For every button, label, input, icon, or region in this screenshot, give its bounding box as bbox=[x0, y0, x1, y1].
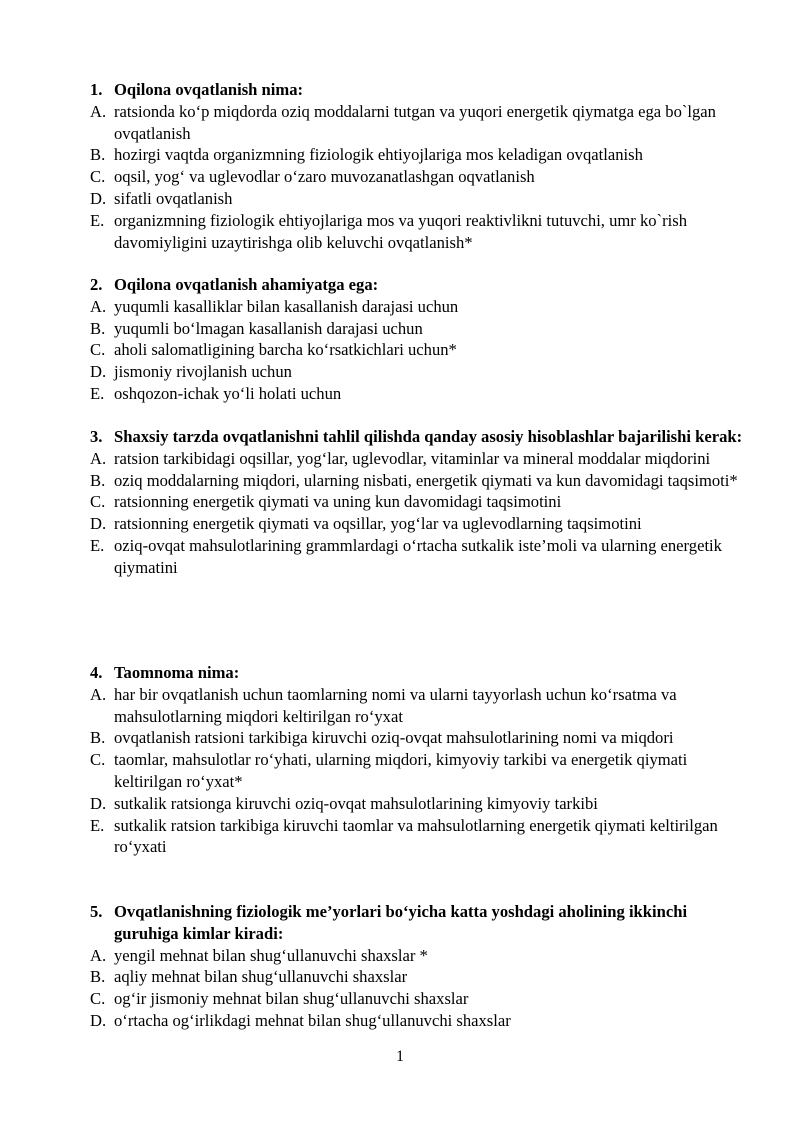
question-4 bbox=[90, 662, 750, 858]
option-letter: C. bbox=[90, 989, 106, 1009]
option-text: yengil mehnat bilan shug‘ullanuvchi shaxslar * bbox=[114, 945, 428, 965]
question-title bbox=[90, 274, 750, 296]
answer-option-b bbox=[90, 144, 750, 166]
option-letter: C. bbox=[90, 340, 106, 360]
option-letter: A. bbox=[90, 101, 107, 121]
answer-option-d bbox=[90, 513, 750, 535]
question-number: 5. bbox=[90, 902, 103, 921]
option-text: oziq-ovqat mahsulotlarining grammlardagi o‘rtacha sutkalik iste’moli va ularning energetik qiymatini bbox=[114, 535, 722, 577]
option-text: ovqatlanish ratsioni tarkibiga kiruvchi oziq-ovqat mahsulotlarining nomi va miqdori bbox=[114, 728, 674, 748]
option-text: oqsil, yog‘ va uglevodlar o‘zaro muvozanatlashgan oqvatlanish bbox=[114, 167, 535, 187]
option-text: taomlar, mahsulotlar ro‘yhati, ularning miqdori, kimyoviy tarkibi va energetik qiymati keltirilgan ro‘yxat* bbox=[114, 750, 688, 791]
question-1 bbox=[90, 79, 750, 253]
option-text: og‘ir jismoniy mehnat bilan shug‘ullanuvchi shaxslar bbox=[114, 989, 469, 1009]
question-title bbox=[90, 426, 750, 448]
option-letter: B. bbox=[90, 967, 106, 987]
question-number: 1. bbox=[90, 80, 103, 99]
option-text: oziq moddalarning miqdori, ularning nisbati, energetik qiymati va kun davomidagi taqsimoti* bbox=[114, 470, 738, 490]
answer-option-b bbox=[90, 966, 750, 988]
option-text: yuqumli kasalliklar bilan kasallanish darajasi uchun bbox=[114, 296, 459, 316]
option-text: har bir ovqatlanish uchun taomlarning nomi va ularni tayyorlash uchun ko‘rsatma va mahsulotlarning miqdori keltirilgan ro‘yxat bbox=[114, 684, 677, 726]
option-text: ratsion tarkibidagi oqsillar, yog‘lar, uglevodlar, vitaminlar va mineral moddalar miqdorini bbox=[114, 448, 711, 468]
answer-option-d bbox=[90, 1010, 750, 1032]
question-text: Oqilona ovqatlanish nima: bbox=[114, 80, 304, 99]
option-letter: D. bbox=[90, 1010, 107, 1030]
answer-option-d bbox=[90, 793, 750, 815]
option-letter: B. bbox=[90, 318, 106, 338]
answer-option-a bbox=[90, 945, 750, 967]
option-text: yuqumli bo‘lmagan kasallanish darajasi uchun bbox=[114, 318, 423, 338]
option-text: jismoniy rivojlanish uchun bbox=[114, 362, 292, 382]
page-number: 1 bbox=[396, 1048, 404, 1065]
option-letter: E. bbox=[90, 383, 105, 403]
question-title bbox=[90, 662, 750, 684]
answer-option-e bbox=[90, 815, 750, 859]
answer-option-d bbox=[90, 361, 750, 383]
question-number: 3. bbox=[90, 427, 103, 446]
question-title bbox=[90, 901, 750, 945]
answer-option-b bbox=[90, 470, 750, 492]
question-title bbox=[90, 79, 750, 101]
option-text: sutkalik ratsion tarkibiga kiruvchi taomlar va mahsulotlarning energetik qiymati keltirilgan ro‘yxati bbox=[114, 815, 718, 857]
question-text: Ovqatlanishning fiziologik me’yorlari bo‘yicha katta yoshdagi aholining ikkinchi guruhiga kimlar kiradi: bbox=[114, 902, 688, 943]
option-letter: C. bbox=[90, 492, 106, 512]
answer-option-d bbox=[90, 188, 750, 210]
option-letter: E. bbox=[90, 815, 105, 835]
option-letter: C. bbox=[90, 750, 106, 770]
option-text: sifatli ovqatlanish bbox=[114, 188, 233, 208]
answer-option-a bbox=[90, 101, 750, 145]
option-letter: D. bbox=[90, 793, 107, 813]
option-text: o‘rtacha og‘irlikdagi mehnat bilan shug‘ullanuvchi shaxslar bbox=[114, 1010, 511, 1030]
answer-option-c bbox=[90, 339, 750, 361]
option-text: hozirgi vaqtda organizmning fiziologik ehtiyojlariga mos keladigan ovqatlanish bbox=[114, 145, 643, 165]
question-3 bbox=[90, 426, 750, 579]
answer-option-c bbox=[90, 988, 750, 1010]
answer-option-e bbox=[90, 535, 750, 579]
option-letter: E. bbox=[90, 210, 105, 230]
option-letter: B. bbox=[90, 145, 106, 165]
answer-option-e bbox=[90, 383, 750, 405]
answer-option-b bbox=[90, 318, 750, 340]
option-text: organizmning fiziologik ehtiyojlariga mos va yuqori reaktivlikni tutuvchi, umr ko`rish davomiyligini uzaytirishga olib keluvchi ovqatlanish* bbox=[114, 210, 687, 252]
option-text: ratsionning energetik qiymati va oqsillar, yog‘lar va uglevodlarning taqsimotini bbox=[114, 514, 642, 534]
option-letter: A. bbox=[90, 684, 107, 704]
question-text: Shaxsiy tarzda ovqatlanishni tahlil qilishda qanday asosiy hisoblashlar bajarilishi kerak: bbox=[114, 427, 743, 446]
answer-option-a bbox=[90, 296, 750, 318]
option-text: ratsionda ko‘p miqdorda oziq moddalarni tutgan va yuqori energetik qiymatga ega bo`lgan ovqatlanish bbox=[114, 101, 716, 143]
option-letter: B. bbox=[90, 470, 106, 490]
option-text: aholi salomatligining barcha ko‘rsatkichlari uchun* bbox=[114, 340, 457, 360]
option-letter: A. bbox=[90, 448, 107, 468]
answer-option-c bbox=[90, 491, 750, 513]
question-text: Taomnoma nima: bbox=[114, 663, 240, 682]
question-5 bbox=[90, 901, 750, 1032]
option-letter: E. bbox=[90, 535, 105, 555]
option-letter: D. bbox=[90, 188, 107, 208]
option-letter: D. bbox=[90, 362, 107, 382]
option-text: ratsionning energetik qiymati va uning kun davomidagi taqsimotini bbox=[114, 492, 562, 512]
question-2 bbox=[90, 274, 750, 405]
option-text: oshqozon-ichak yo‘li holati uchun bbox=[114, 383, 342, 403]
option-letter: A. bbox=[90, 945, 107, 965]
answer-option-c bbox=[90, 749, 750, 793]
option-letter: D. bbox=[90, 514, 107, 534]
question-number: 2. bbox=[90, 275, 103, 294]
answer-option-b bbox=[90, 727, 750, 749]
option-letter: B. bbox=[90, 728, 106, 748]
answer-option-a bbox=[90, 448, 750, 470]
option-text: sutkalik ratsionga kiruvchi oziq-ovqat mahsulotlarining kimyoviy tarkibi bbox=[114, 793, 598, 813]
option-letter: C. bbox=[90, 167, 106, 187]
answer-option-c bbox=[90, 166, 750, 188]
question-text: Oqilona ovqatlanish ahamiyatga ega: bbox=[114, 275, 379, 294]
answer-option-a bbox=[90, 684, 750, 728]
question-number: 4. bbox=[90, 663, 103, 682]
option-text: aqliy mehnat bilan shug‘ullanuvchi shaxslar bbox=[114, 967, 408, 987]
option-letter: A. bbox=[90, 296, 107, 316]
answer-option-e bbox=[90, 210, 750, 254]
